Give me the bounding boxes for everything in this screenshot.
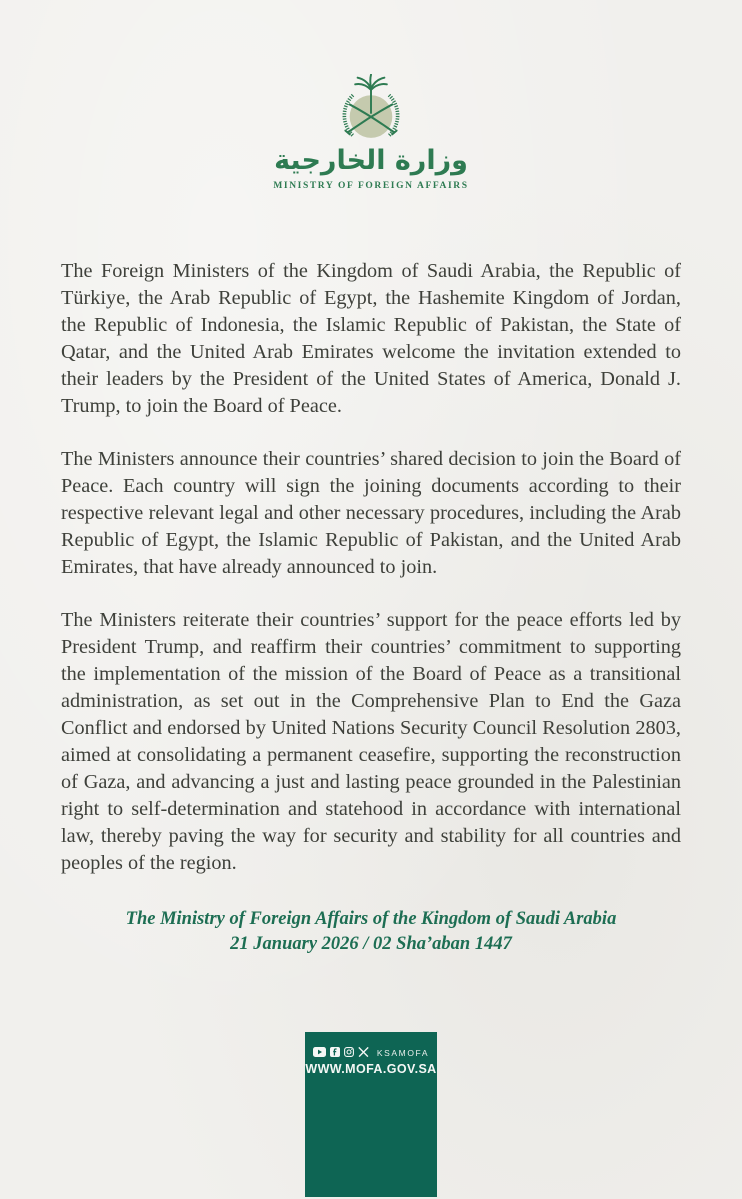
arabic-wordmark: وزارة الخارجية — [274, 145, 468, 176]
signature-line-1: The Ministry of Foreign Affairs of the Kingdom of Saudi Arabia — [125, 909, 617, 929]
statement-body — [61, 258, 681, 877]
statement-paragraph-3: The Ministers reiterate their countries’ support for the peace efforts led by President Trump, and reaffirm their countries’ commitment to supporting the implementation of the mission of the Board of Peace as a transitional administration, as set out in the Comprehensive Plan to End the Gaza Conflict and endorsed by United Nations Security Council Resolution 2803, aimed at consolidating a permanent ceasefire, supporting the reconstruction of Gaza, and advancing a just and lasting peace grounded in the Palestinian right to self-determination and statehood in accordance with international law, thereby paving the way for security and stability for all countries and peoples of the region. — [61, 609, 681, 874]
youtube-icon — [313, 1047, 326, 1057]
facebook-icon — [330, 1047, 340, 1057]
statement-paragraph-1: The Foreign Ministers of the Kingdom of Saudi Arabia, the Republic of Türkiye, the Arab Republic of Egypt, the Hashemite Kingdom of Jordan, the Republic of Indonesia, the Islamic Republic of Pakistan, the State of Qatar, and the United Arab Emirates welcome the invitation extended to their leaders by the President of the United States of America, Donald J. Trump, to join the Board of Peace. — [61, 260, 681, 417]
x-icon — [358, 1047, 369, 1057]
footer-box — [305, 1032, 437, 1197]
mofa-logo-block — [0, 74, 742, 191]
social-icons-row — [305, 1045, 437, 1058]
ministry-label: MINISTRY OF FOREIGN AFFAIRS — [273, 180, 469, 191]
social-handle: KSAMOFA — [376, 1047, 430, 1058]
mofa-emblem — [309, 74, 433, 144]
signature-block — [0, 907, 742, 957]
signature-line-2: 21 January 2026 / 02 Sha’aban 1447 — [230, 934, 512, 954]
website-url: WWW.MOFA.GOV.SA — [305, 1062, 437, 1076]
statement-paragraph-2: The Ministers announce their countries’ shared decision to join the Board of Peace. Each country will sign the joining documents according to their respective relevant legal and other necessary procedures, including the Arab Republic of Egypt, the Islamic Republic of Pakistan, and the United Arab Emirates, that have already announced to join. — [61, 448, 681, 578]
instagram-icon — [344, 1047, 354, 1057]
